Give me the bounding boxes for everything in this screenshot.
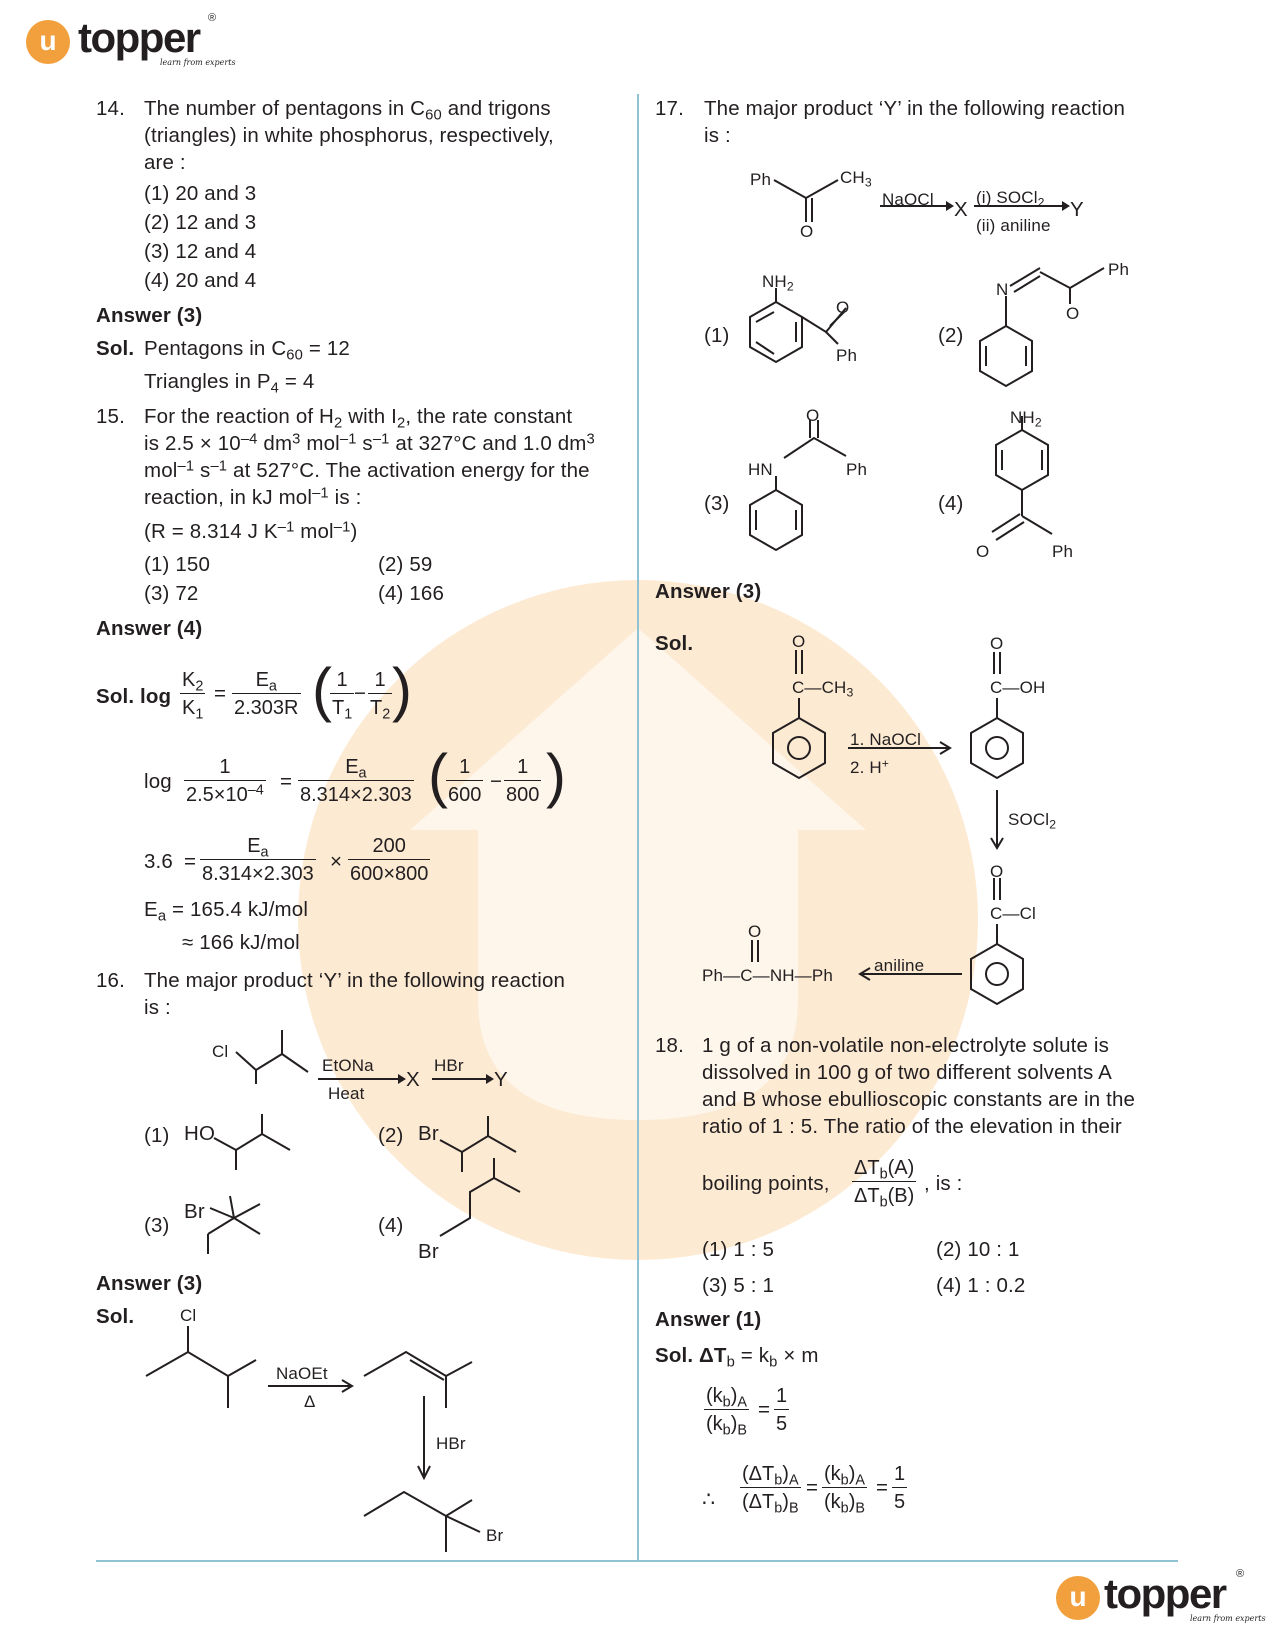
q18-therefore: ∴ [702, 1488, 716, 1511]
q16-option-4-label: (4) [378, 1214, 404, 1237]
q15-eq1-equals: = [214, 682, 227, 705]
q17-sol-o2: O [990, 634, 1004, 653]
q15-eq1-inv-t2: $\frac{1}{T_2}$ [370, 669, 391, 723]
q15-eq2-log: log [144, 770, 172, 793]
q14-sol-label: Sol. [96, 337, 135, 360]
q15-option-4: (4) 166 [378, 582, 445, 605]
q17-option-2-ph: Ph [1108, 260, 1130, 279]
q17-option-3-o: O [806, 406, 820, 425]
q15-number: 15. [96, 405, 125, 428]
logo-wordmark: topper [78, 14, 200, 61]
q16-option-1-ho: HO [184, 1122, 216, 1145]
q15-eq2-left-fraction: $\frac{1}{2.5\times 10^{-4}}$ [186, 756, 264, 806]
logo-icon: u [26, 20, 70, 64]
q15-eq3-ea-fraction: $\frac{E_a}{8.314\times 2.303}$ [202, 835, 314, 885]
q16-answer: Answer (3) [96, 1272, 203, 1295]
q17-option-1-label: (1) [704, 324, 730, 347]
q15-eq2-inv-800: $\frac{1}{800}$ [506, 756, 540, 806]
q18-eq2-kb-ratio: $\frac{(k_b)_A}{(k_b)_B}$ [824, 1463, 865, 1517]
q18-line5: boiling points, [702, 1172, 830, 1195]
q17-option-3-label: (3) [704, 492, 730, 515]
q16-option-4-br: Br [418, 1240, 439, 1263]
q18-option-3: (3) 5 : 1 [702, 1274, 774, 1297]
q14-answer: Answer (3) [96, 304, 203, 327]
q15-eq3-times: × [330, 850, 343, 873]
q16-line1: The major product ‘Y’ in the following reaction [144, 969, 566, 992]
q18-sol-line: Sol. $\Delta T_b = k_b \times m$ [655, 1344, 819, 1371]
q14-line1: The number of pentagons in $C_{60}$ and trigons [144, 97, 551, 124]
q16-sol-naoet: NaOEt [276, 1364, 328, 1383]
q15-eq2-equals: = [280, 770, 293, 793]
q15-option-3: (3) 72 [144, 582, 199, 605]
logo-registered: ® [208, 12, 217, 24]
q17-sol-product: Ph—C—NH—Ph [702, 966, 833, 985]
q17-sol-o3: O [990, 862, 1004, 881]
q15-eq1-k-ratio: $\frac{K_2}{K_1}$ [182, 669, 204, 723]
q15-line1: For the reaction of $H_2$ with $I_2$, the rate constant [144, 405, 573, 432]
q17-sol-c-cl: C—Cl [990, 904, 1036, 923]
q16-line2: is : [144, 996, 171, 1019]
footer-logo-registered: ® [1236, 1568, 1245, 1580]
q15-eq1-inv-t1: $\frac{1}{T_1}$ [332, 669, 353, 723]
footer-logo-wordmark: topper [1104, 1570, 1226, 1617]
q16-number: 16. [96, 969, 125, 992]
q18-number: 18. [655, 1034, 684, 1057]
q16-option-3-label: (3) [144, 1214, 170, 1237]
q14-number: 14. [96, 97, 125, 120]
q17-option-4-label: (4) [938, 492, 964, 515]
q17-line1: The major product ‘Y’ in the following reaction [704, 97, 1126, 120]
q16-option-2-label: (2) [378, 1124, 404, 1147]
q17-option-2-label: (2) [938, 324, 964, 347]
q18-kb-ratio: $\frac{(k_b)_A}{(k_b)_B}$ [706, 1385, 747, 1439]
q18-option-2: (2) 10 : 1 [936, 1238, 1020, 1261]
q18-option-1: (1) 1 : 5 [702, 1238, 774, 1261]
q17-option-4-ph: Ph [1052, 542, 1074, 561]
q18-eq2-fraction: $\frac{1}{5}$ [894, 1463, 906, 1513]
q15-r-constant: (R = 8.314 J $K^{-1}$ mol$^{-1}$) [144, 519, 358, 543]
q17-sol-step1: 1. NaOCl [850, 730, 922, 749]
q18-eq1-fraction: $\frac{1}{5}$ [776, 1385, 788, 1435]
q17-x-label: X [954, 198, 968, 221]
q17-ch3-label: $CH_3$ [840, 168, 872, 190]
q18-line1: 1 g of a non-volatile non-electrolyte solute is [702, 1034, 1110, 1057]
q17-option-4-nh2: $NH_2$ [1010, 408, 1042, 430]
q14-option-3: (3) 12 and 4 [144, 240, 257, 263]
q17-option-1-o: O [836, 298, 850, 317]
logo-tagline: learn from experts [160, 58, 236, 67]
q16-sol-delta: Δ [304, 1392, 316, 1411]
q16-sol-hbr: HBr [436, 1434, 466, 1453]
q17-option-2-o: O [1066, 304, 1080, 323]
q17-sol-c-oh: C—OH [990, 678, 1046, 697]
q15-ea-approx: ≈ 166 kJ/mol [182, 931, 300, 954]
q17-option-3-hn: HN [748, 460, 773, 479]
q16-sol-label: Sol. [96, 1305, 135, 1328]
footer-logo-tagline: learn from experts [1190, 1614, 1266, 1623]
q17-sol-o1: O [792, 632, 806, 651]
q16-x-label: X [406, 1068, 420, 1091]
footer-logo-icon: u [1056, 1576, 1100, 1620]
q15-answer: Answer (4) [96, 617, 203, 640]
q17-sol-aniline: aniline [874, 956, 925, 975]
q14-option-2: (2) 12 and 3 [144, 211, 257, 234]
q15-eq3-equals: = [184, 850, 197, 873]
q15-line2: is $2.5 \times 10^{-4}$ $dm^3$ mol$^{-1}$ $s^{-1}$ at 327°C and 1.0 $dm^3$ [144, 431, 595, 455]
q15-option-1: (1) 150 [144, 553, 211, 576]
q15-eq2-paren-close: ) [546, 742, 566, 809]
q18-line5-end: , is : [924, 1172, 963, 1195]
q17-y-label: Y [1070, 198, 1084, 221]
q15-eq1-paren-close: ) [392, 656, 412, 723]
q17-line2: is : [704, 124, 731, 147]
q15-sol-label: Sol. log [96, 685, 172, 708]
q17-option-3-ph: Ph [846, 460, 868, 479]
q16-option-2-br: Br [418, 1122, 439, 1145]
q17-ph-label: Ph [750, 170, 772, 189]
q18-dtb-ratio: $(\Delta T_b)_A$ $(\Delta T_b)_B$ [742, 1463, 799, 1517]
q18-option-4: (4) 1 : 0.2 [936, 1274, 1026, 1297]
q15-option-2: (2) 59 [378, 553, 433, 576]
q15-eq3-number-fraction: $\frac{200}{600\times 800}$ [350, 835, 429, 885]
q16-reagent-etona: EtONa [322, 1056, 374, 1075]
q17-option-2-n: N [996, 280, 1009, 299]
q16-cl-label: Cl [212, 1042, 229, 1061]
q17-sol-label: Sol. [655, 632, 694, 655]
q16-option-1-label: (1) [144, 1124, 170, 1147]
q17-reagent-socl2: (i) SOCl$_2$ [976, 188, 1045, 210]
q15-line4: reaction, in kJ mol$^{-1}$ is : [144, 485, 362, 509]
q17-reagent-aniline: (ii) aniline [976, 216, 1051, 235]
q18-answer: Answer (1) [655, 1308, 762, 1331]
q14-sol-line2: Triangles in $P_4 = 4$ [144, 370, 315, 397]
q15-eq2-inv-600: $\frac{1}{600}$ [448, 756, 482, 806]
q18-line3: and B whose ebullioscopic constants are in the [702, 1088, 1136, 1111]
q17-option-1-nh2: $NH_2$ [762, 272, 794, 294]
q16-reagent-hbr: HBr [434, 1056, 464, 1075]
q15-ea-result: $E_a = 165.4$ kJ/mol [144, 898, 309, 925]
q15-eq1-ea-fraction: $\frac{E_a}{2.303R}$ [234, 669, 299, 719]
q17-reagent-naocl: NaOCl [882, 190, 934, 209]
q16-sol-cl: Cl [180, 1306, 197, 1325]
q14-option-1: (1) 20 and 3 [144, 182, 257, 205]
q17-option-4-o: O [976, 542, 990, 561]
q18-eq2-equals-2: = [876, 1476, 889, 1499]
q17-sol-o4: O [748, 922, 762, 941]
q17-sol-c-ch3: $C—CH_3$ [792, 678, 854, 700]
q14-sol-line1: Pentagons in $C_{60} = 12$ [144, 337, 350, 364]
q18-line4: ratio of 1 : 5. The ratio of the elevation in their [702, 1115, 1122, 1138]
q17-sol-step2: 2. H+ [850, 756, 890, 777]
q15-eq1-minus: − [354, 682, 367, 705]
q16-option-3-br: Br [184, 1200, 205, 1223]
q15-line3: mol$^{-1}$ $s^{-1}$ at 527°C. The activation energy for the [144, 458, 590, 482]
q16-reagent-heat: Heat [328, 1084, 365, 1103]
q14-line2: (triangles) in white phosphorus, respectively, [144, 124, 554, 147]
q17-o-label: O [800, 222, 814, 241]
q18-eq2-equals-1: = [806, 1476, 819, 1499]
q18-line2: dissolved in 100 g of two different solvents A [702, 1061, 1112, 1084]
q15-eq2-ea-fraction: $\frac{E_a}{8.314\times 2.303}$ [300, 756, 412, 806]
q15-eq1-paren-open: ( [312, 656, 332, 723]
q14-line3: are : [144, 151, 186, 174]
q17-number: 17. [655, 97, 684, 120]
q18-eq1-equals: = [758, 1398, 771, 1421]
q17-option-1-ph: Ph [836, 346, 858, 365]
q15-eq3-value: 3.6 [144, 850, 173, 873]
q18-ratio-fraction: $\Delta T_b(A)$ $\Delta T_b(B)$ [854, 1157, 915, 1211]
q17-answer: Answer (3) [655, 580, 762, 603]
q15-eq2-paren-open: ( [428, 742, 448, 809]
q16-y-label: Y [494, 1068, 508, 1091]
q14-option-4: (4) 20 and 4 [144, 269, 257, 292]
q16-sol-br: Br [486, 1526, 504, 1545]
q17-sol-socl2: SOCl$_2$ [1008, 810, 1057, 832]
q15-eq2-minus: − [490, 770, 503, 793]
